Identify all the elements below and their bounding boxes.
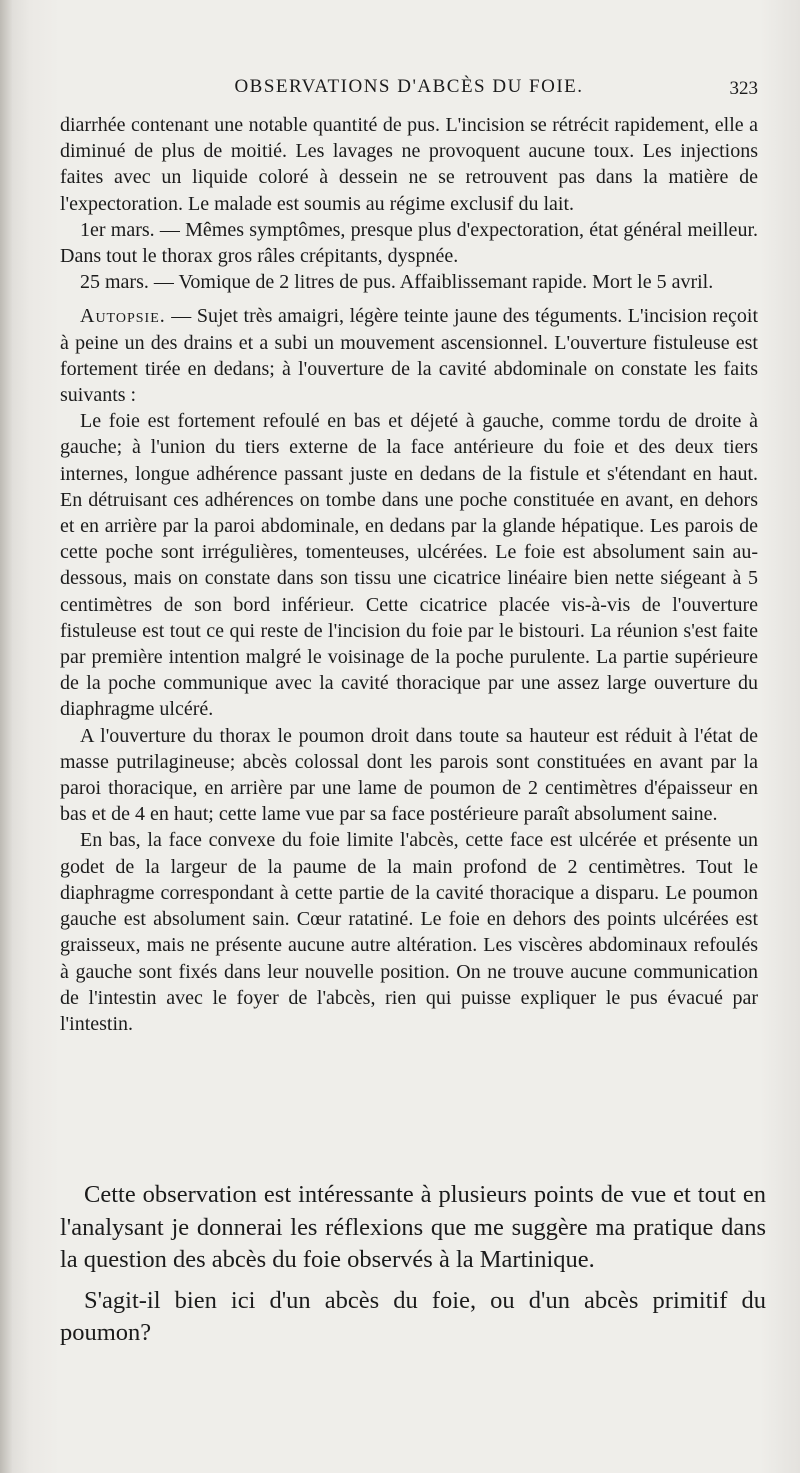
paragraph-thorax: A l'ouverture du thorax le poumon droit dans toute sa hauteur est réduit à l'état de masse putrilagineuse; abcès colossal dont les parois sont constituées en avant par la paroi thoracique, en arrière par une lame de poumon de 2 centimètres d'épaisseur en bas et de 4 en haut; cette lame vue par sa face postérieure paraît absolument saine. (60, 724, 758, 826)
running-head: OBSERVATIONS D'ABCÈS DU FOIE. (234, 76, 584, 97)
autopsy-intro: — Sujet très amaigri, légère teinte jaune des téguments. L'incision reçoit à peine un des drains et a subi un mouvement ascensionnel. L'ouverture fistuleuse est fortement tirée en dedans; à l'ouverture de la cavité abdominale on constate les faits suivants : (60, 305, 758, 407)
observation-text (60, 112, 758, 1037)
page-gutter-shadow (0, 0, 12, 1473)
commentary-paragraph-1: Cette observation est intéressante à plusieurs points de vue et tout en l'analysant je donnerai les réflexions que me suggère ma pratique dans la question des abcès du foie observés à la Martinique. (60, 1181, 766, 1273)
commentary-paragraph-2: S'agit-il bien ici d'un abcès du foie, ou d'un abcès primitif du poumon? (60, 1286, 766, 1346)
page-number: 323 (729, 78, 758, 99)
paragraph-march-25: 25 mars. — Vomique de 2 litres de pus. Affaiblissemant rapide. Mort le 5 avril. (80, 271, 714, 294)
paragraph-autopsy (60, 303, 758, 408)
autopsy-label: Autopsie. (80, 305, 166, 328)
paragraph-lower: En bas, la face convexe du foie limite l'abcès, cette face est ulcérée et présente un godet de la largeur de la paume de la main profond de 2 centimètres. Tout le diaphragme correspondant à cette partie de la cavité thoracique a disparu. Le poumon gauche est absolument sain. Cœur ratatiné. Le foie en dehors des points ulcérées est graisseux, mais ne présente aucune autre altération. Les viscères abdominaux refoulés à gauche sont fixés dans leur nouvelle position. On ne trouve aucune communication de l'intestin avec le foyer de l'abcès, rien qui puisse expliquer le pus évacué par l'intestin. (60, 829, 758, 1035)
commentary-text (60, 1179, 766, 1350)
page-header (60, 74, 758, 104)
paragraph-continuation: diarrhée contenant une notable quantité de pus. L'incision se rétrécit rapidement, elle a diminué de plus de moitié. Les lavages ne provoquent aucune toux. Les injections faites avec un liquide coloré à dessein ne se retrouvent pas dans la matière de l'expectoration. Le malade est soumis au régime exclusif du lait. (60, 114, 758, 215)
paragraph-liver: Le foie est fortement refoulé en bas et déjeté à gauche, comme tordu de droite à gauche; à l'union du tiers externe de la face antérieure du foie et des deux tiers internes, longue adhérence passant juste en dedans de la fistule et s'étendant en haut. En détruisant ces adhérences on tombe dans une poche constituée en avant, en dehors et en arrière par la paroi abdominale, en dedans par la glande hépatique. Les parois de cette poche sont irrégulières, tomenteuses, ulcérées. Le foie est absolument sain au-dessous, mais on constate dans son tissu une cicatrice linéaire bien nette siégeant à 5 centimètres de son bord inférieur. Cette cicatrice placée vis-à-vis de l'ouverture fistuleuse est tout ce qui reste de l'incision du foie par le bistouri. La réunion s'est faite par première intention malgré le voisinage de la poche purulente. La partie supérieure de la poche communique avec la cavité thoracique par une assez large ouverture du diaphragme ulcéré. (60, 410, 758, 721)
paragraph-march-1: 1er mars. — Mêmes symptômes, presque plus d'expectoration, état général meilleur. Dans tout le thorax gros râles crépitants, dyspnée. (60, 218, 758, 268)
